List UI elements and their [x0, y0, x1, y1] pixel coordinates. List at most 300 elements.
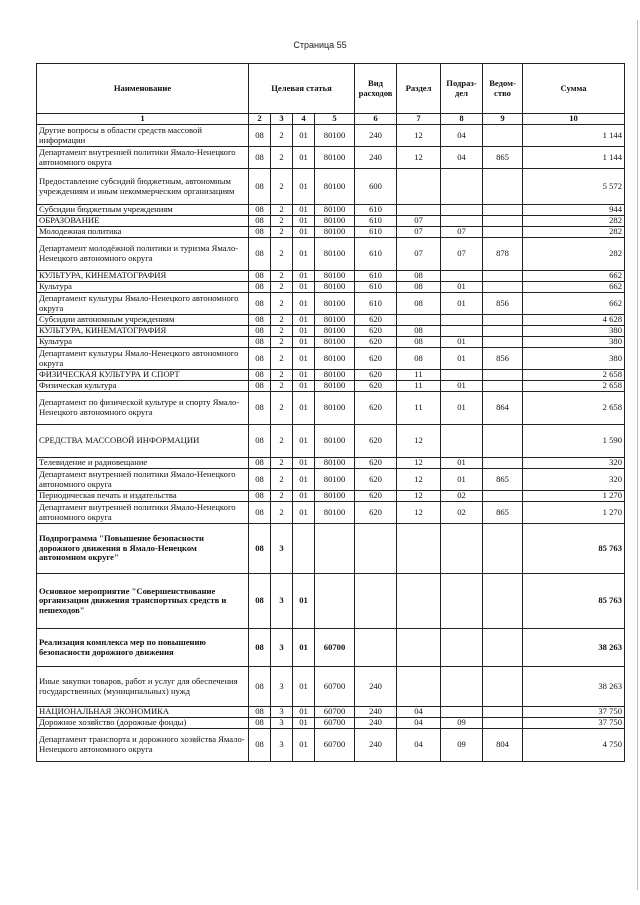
expense-type-cell: 620 [355, 315, 397, 326]
target-code-3: 2 [271, 169, 293, 205]
target-code-4: 01 [293, 337, 315, 348]
target-code-2: 08 [249, 216, 271, 227]
department-code-cell: 864 [483, 392, 523, 425]
target-code-3: 2 [271, 293, 293, 315]
department-code-cell [483, 629, 523, 667]
section-cell [397, 169, 441, 205]
department-code-cell [483, 282, 523, 293]
row-name-cell: НАЦИОНАЛЬНАЯ ЭКОНОМИКА [37, 707, 249, 718]
table-row [37, 370, 625, 381]
target-code-2: 08 [249, 205, 271, 216]
header-subsection: Подраз-дел [441, 64, 483, 114]
table-row [37, 524, 625, 574]
sum-cell: 85 763 [523, 574, 625, 629]
target-code-2: 08 [249, 667, 271, 707]
sum-cell: 282 [523, 238, 625, 271]
subsection-cell: 04 [441, 125, 483, 147]
col-num: 8 [441, 114, 483, 125]
target-code-5: 80100 [315, 271, 355, 282]
target-code-4: 01 [293, 147, 315, 169]
target-code-2: 08 [249, 348, 271, 370]
target-code-4: 01 [293, 293, 315, 315]
expense-type-cell: 620 [355, 337, 397, 348]
target-code-5: 60700 [315, 667, 355, 707]
subsection-cell: 02 [441, 502, 483, 524]
target-code-2: 08 [249, 337, 271, 348]
sum-cell: 282 [523, 227, 625, 238]
expense-type-cell [355, 629, 397, 667]
sum-cell: 282 [523, 216, 625, 227]
target-code-2: 08 [249, 282, 271, 293]
expense-type-cell: 620 [355, 458, 397, 469]
department-code-cell [483, 271, 523, 282]
header-name: Наименование [37, 64, 249, 114]
section-cell: 08 [397, 282, 441, 293]
target-code-5 [315, 524, 355, 574]
row-name-cell: Телевидение и радиовещание [37, 458, 249, 469]
target-code-3: 2 [271, 370, 293, 381]
target-code-2: 08 [249, 574, 271, 629]
target-code-4: 01 [293, 469, 315, 491]
department-code-cell [483, 370, 523, 381]
department-code-cell [483, 337, 523, 348]
department-code-cell: 865 [483, 502, 523, 524]
section-cell: 12 [397, 425, 441, 458]
target-code-3: 2 [271, 337, 293, 348]
table-row [37, 293, 625, 315]
target-code-3: 2 [271, 238, 293, 271]
department-code-cell [483, 458, 523, 469]
target-code-2: 08 [249, 491, 271, 502]
target-code-4: 01 [293, 205, 315, 216]
table-row [37, 425, 625, 458]
row-name-cell: ОБРАЗОВАНИЕ [37, 216, 249, 227]
row-name-cell: Физическая культура [37, 381, 249, 392]
expense-type-cell: 610 [355, 282, 397, 293]
subsection-cell: 09 [441, 729, 483, 762]
expense-type-cell: 240 [355, 125, 397, 147]
table-row [37, 718, 625, 729]
col-num: 3 [271, 114, 293, 125]
department-code-cell: 878 [483, 238, 523, 271]
table-row [37, 169, 625, 205]
table-row [37, 147, 625, 169]
target-code-3: 3 [271, 718, 293, 729]
section-cell: 12 [397, 147, 441, 169]
section-cell [397, 574, 441, 629]
column-number-row [37, 114, 625, 125]
target-code-3: 3 [271, 667, 293, 707]
row-name-cell: Субсидии автономным учреждениям [37, 315, 249, 326]
department-code-cell: 856 [483, 293, 523, 315]
table-row [37, 205, 625, 216]
row-name-cell: Периодическая печать и издательства [37, 491, 249, 502]
subsection-cell: 07 [441, 227, 483, 238]
section-cell: 11 [397, 370, 441, 381]
sum-cell: 662 [523, 271, 625, 282]
target-code-2: 08 [249, 315, 271, 326]
department-code-cell [483, 326, 523, 337]
table-row [37, 238, 625, 271]
target-code-4: 01 [293, 370, 315, 381]
expense-type-cell: 620 [355, 348, 397, 370]
section-cell: 12 [397, 502, 441, 524]
table-row [37, 337, 625, 348]
target-code-5: 60700 [315, 629, 355, 667]
target-code-4: 01 [293, 216, 315, 227]
target-code-3: 2 [271, 392, 293, 425]
table-row [37, 348, 625, 370]
target-code-4: 01 [293, 458, 315, 469]
row-name-cell: Культура [37, 337, 249, 348]
target-code-2: 08 [249, 293, 271, 315]
sum-cell: 662 [523, 293, 625, 315]
subsection-cell [441, 574, 483, 629]
department-code-cell [483, 315, 523, 326]
target-code-4: 01 [293, 227, 315, 238]
target-code-5: 80100 [315, 125, 355, 147]
expense-type-cell [355, 524, 397, 574]
expense-type-cell: 620 [355, 425, 397, 458]
table-row [37, 667, 625, 707]
sum-cell: 4 750 [523, 729, 625, 762]
target-code-4: 01 [293, 238, 315, 271]
target-code-5: 80100 [315, 205, 355, 216]
section-cell: 07 [397, 227, 441, 238]
department-code-cell: 856 [483, 348, 523, 370]
row-name-cell: Иные закупки товаров, работ и услуг для обеспечения государственных (муниципальных) нужд [37, 667, 249, 707]
target-code-3: 3 [271, 524, 293, 574]
target-code-2: 08 [249, 469, 271, 491]
table-row [37, 574, 625, 629]
sum-cell: 37 750 [523, 718, 625, 729]
section-cell: 08 [397, 293, 441, 315]
subsection-cell: 02 [441, 491, 483, 502]
target-code-5: 80100 [315, 216, 355, 227]
target-code-4: 01 [293, 381, 315, 392]
subsection-cell [441, 667, 483, 707]
row-name-cell: Департамент молодёжной политики и туризма Ямало-Ненецкого автономного округа [37, 238, 249, 271]
table-row [37, 216, 625, 227]
target-code-3: 3 [271, 707, 293, 718]
department-code-cell: 865 [483, 147, 523, 169]
subsection-cell [441, 326, 483, 337]
table-row [37, 227, 625, 238]
sum-cell: 2 658 [523, 370, 625, 381]
row-name-cell: Подпрограмма "Повышение безопасности дорожного движения в Ямало-Ненецком автономном округе" [37, 524, 249, 574]
target-code-4: 01 [293, 502, 315, 524]
target-code-5: 80100 [315, 348, 355, 370]
section-cell: 11 [397, 392, 441, 425]
target-code-5: 60700 [315, 707, 355, 718]
target-code-2: 08 [249, 718, 271, 729]
header-section: Раздел [397, 64, 441, 114]
target-code-3: 2 [271, 147, 293, 169]
department-code-cell [483, 667, 523, 707]
table-row [37, 458, 625, 469]
section-cell: 07 [397, 216, 441, 227]
target-code-4: 01 [293, 718, 315, 729]
row-name-cell: Молодежная политика [37, 227, 249, 238]
target-code-3: 2 [271, 458, 293, 469]
row-name-cell: Департамент по физической культуре и спорту Ямало-Ненецкого автономного округа [37, 392, 249, 425]
section-cell: 12 [397, 125, 441, 147]
department-code-cell [483, 491, 523, 502]
target-code-2: 08 [249, 458, 271, 469]
target-code-4: 01 [293, 282, 315, 293]
sum-cell: 380 [523, 337, 625, 348]
row-name-cell: Основное мероприятие "Совершенствование организации движения транспортных средств и пешеходов" [37, 574, 249, 629]
target-code-2: 08 [249, 370, 271, 381]
expense-type-cell: 610 [355, 216, 397, 227]
row-name-cell: Культура [37, 282, 249, 293]
expense-type-cell: 620 [355, 502, 397, 524]
section-cell [397, 524, 441, 574]
target-code-4: 01 [293, 491, 315, 502]
sum-cell: 37 750 [523, 707, 625, 718]
target-code-4 [293, 524, 315, 574]
subsection-cell: 01 [441, 469, 483, 491]
row-name-cell: ФИЗИЧЕСКАЯ КУЛЬТУРА И СПОРТ [37, 370, 249, 381]
target-code-4: 01 [293, 629, 315, 667]
expense-type-cell: 620 [355, 381, 397, 392]
expense-type-cell: 240 [355, 667, 397, 707]
target-code-4: 01 [293, 169, 315, 205]
row-name-cell: КУЛЬТУРА, КИНЕМАТОГРАФИЯ [37, 326, 249, 337]
table-row [37, 502, 625, 524]
row-name-cell: Реализация комплекса мер по повышению безопасности дорожного движения [37, 629, 249, 667]
subsection-cell: 01 [441, 381, 483, 392]
col-num: 9 [483, 114, 523, 125]
row-name-cell: Департамент культуры Ямало-Ненецкого автономного округа [37, 293, 249, 315]
row-name-cell: Департамент внутренней политики Ямало-Ненецкого автономного округа [37, 469, 249, 491]
target-code-4: 01 [293, 729, 315, 762]
target-code-5: 80100 [315, 469, 355, 491]
sum-cell: 1 590 [523, 425, 625, 458]
target-code-3: 3 [271, 629, 293, 667]
target-code-2: 08 [249, 169, 271, 205]
target-code-5: 80100 [315, 293, 355, 315]
target-code-2: 08 [249, 629, 271, 667]
target-code-2: 08 [249, 271, 271, 282]
sum-cell: 1 144 [523, 125, 625, 147]
expense-type-cell: 610 [355, 227, 397, 238]
section-cell: 07 [397, 238, 441, 271]
target-code-2: 08 [249, 502, 271, 524]
sum-cell: 662 [523, 282, 625, 293]
target-code-5: 80100 [315, 392, 355, 425]
section-cell: 12 [397, 458, 441, 469]
section-cell [397, 315, 441, 326]
target-code-4: 01 [293, 425, 315, 458]
col-num: 7 [397, 114, 441, 125]
subsection-cell [441, 271, 483, 282]
table-row [37, 491, 625, 502]
target-code-5: 60700 [315, 718, 355, 729]
sum-cell: 4 628 [523, 315, 625, 326]
subsection-cell [441, 707, 483, 718]
department-code-cell [483, 169, 523, 205]
target-code-5: 80100 [315, 315, 355, 326]
target-code-5: 80100 [315, 337, 355, 348]
page-number-label: Страница 55 [293, 40, 347, 50]
sum-cell: 38 263 [523, 667, 625, 707]
section-cell: 04 [397, 729, 441, 762]
target-code-5: 80100 [315, 227, 355, 238]
expense-type-cell: 610 [355, 205, 397, 216]
target-code-5: 80100 [315, 425, 355, 458]
table-row [37, 326, 625, 337]
target-code-2: 08 [249, 147, 271, 169]
subsection-cell: 01 [441, 348, 483, 370]
expense-type-cell: 240 [355, 729, 397, 762]
header-department: Ведом-ство [483, 64, 523, 114]
expense-type-cell: 240 [355, 147, 397, 169]
section-cell: 12 [397, 469, 441, 491]
subsection-cell: 04 [441, 147, 483, 169]
expense-type-cell: 620 [355, 326, 397, 337]
expense-type-cell: 600 [355, 169, 397, 205]
row-name-cell: Дорожное хозяйство (дорожные фонды) [37, 718, 249, 729]
section-cell [397, 205, 441, 216]
subsection-cell [441, 370, 483, 381]
subsection-cell [441, 524, 483, 574]
expense-type-cell: 610 [355, 238, 397, 271]
target-code-3: 2 [271, 425, 293, 458]
section-cell: 11 [397, 381, 441, 392]
target-code-5 [315, 574, 355, 629]
target-code-5: 80100 [315, 381, 355, 392]
target-code-2: 08 [249, 392, 271, 425]
subsection-cell: 01 [441, 337, 483, 348]
sum-cell: 2 658 [523, 381, 625, 392]
expense-type-cell: 620 [355, 491, 397, 502]
col-num: 5 [315, 114, 355, 125]
department-code-cell: 865 [483, 469, 523, 491]
subsection-cell: 01 [441, 458, 483, 469]
department-code-cell [483, 574, 523, 629]
sum-cell: 320 [523, 469, 625, 491]
subsection-cell: 07 [441, 238, 483, 271]
table-row [37, 315, 625, 326]
sum-cell: 1 144 [523, 147, 625, 169]
target-code-3: 2 [271, 469, 293, 491]
header-sum: Сумма [523, 64, 625, 114]
subsection-cell: 09 [441, 718, 483, 729]
target-code-2: 08 [249, 524, 271, 574]
target-code-2: 08 [249, 707, 271, 718]
target-code-5: 60700 [315, 729, 355, 762]
section-cell: 08 [397, 348, 441, 370]
table-row [37, 282, 625, 293]
subsection-cell [441, 315, 483, 326]
subsection-cell: 01 [441, 282, 483, 293]
department-code-cell [483, 227, 523, 238]
target-code-3: 2 [271, 125, 293, 147]
target-code-3: 3 [271, 574, 293, 629]
department-code-cell [483, 425, 523, 458]
sum-cell: 320 [523, 458, 625, 469]
expense-type-cell [355, 574, 397, 629]
target-code-3: 2 [271, 315, 293, 326]
target-code-3: 2 [271, 491, 293, 502]
target-code-3: 2 [271, 381, 293, 392]
target-code-4: 01 [293, 574, 315, 629]
target-code-3: 2 [271, 205, 293, 216]
subsection-cell [441, 425, 483, 458]
sum-cell: 1 270 [523, 502, 625, 524]
target-code-4: 01 [293, 125, 315, 147]
sum-cell: 944 [523, 205, 625, 216]
target-code-4: 01 [293, 348, 315, 370]
row-name-cell: КУЛЬТУРА, КИНЕМАТОГРАФИЯ [37, 271, 249, 282]
target-code-2: 08 [249, 125, 271, 147]
department-code-cell [483, 718, 523, 729]
row-name-cell: СРЕДСТВА МАССОВОЙ ИНФОРМАЦИИ [37, 425, 249, 458]
expense-type-cell: 610 [355, 293, 397, 315]
section-cell: 04 [397, 718, 441, 729]
section-cell: 08 [397, 337, 441, 348]
target-code-3: 3 [271, 729, 293, 762]
row-name-cell: Департамент культуры Ямало-Ненецкого автономного округа [37, 348, 249, 370]
target-code-4: 01 [293, 271, 315, 282]
table-row [37, 469, 625, 491]
row-name-cell: Департамент транспорта и дорожного хозяйства Ямало-Ненецкого автономного округа [37, 729, 249, 762]
department-code-cell [483, 205, 523, 216]
target-code-2: 08 [249, 425, 271, 458]
target-code-5: 80100 [315, 147, 355, 169]
section-cell: 04 [397, 707, 441, 718]
sum-cell: 5 572 [523, 169, 625, 205]
target-code-4: 01 [293, 667, 315, 707]
sum-cell: 2 658 [523, 392, 625, 425]
target-code-3: 2 [271, 502, 293, 524]
expense-type-cell: 620 [355, 370, 397, 381]
sum-cell: 85 763 [523, 524, 625, 574]
table-row [37, 381, 625, 392]
subsection-cell [441, 629, 483, 667]
target-code-3: 2 [271, 326, 293, 337]
target-code-3: 2 [271, 216, 293, 227]
section-cell: 12 [397, 491, 441, 502]
target-code-5: 80100 [315, 491, 355, 502]
target-code-5: 80100 [315, 458, 355, 469]
target-code-5: 80100 [315, 169, 355, 205]
subsection-cell: 01 [441, 293, 483, 315]
expense-type-cell: 610 [355, 271, 397, 282]
target-code-5: 80100 [315, 502, 355, 524]
expense-type-cell: 620 [355, 392, 397, 425]
target-code-3: 2 [271, 227, 293, 238]
target-code-5: 80100 [315, 238, 355, 271]
subsection-cell [441, 169, 483, 205]
sum-cell: 380 [523, 348, 625, 370]
target-code-4: 01 [293, 707, 315, 718]
department-code-cell [483, 216, 523, 227]
table-row [37, 392, 625, 425]
section-cell: 08 [397, 326, 441, 337]
target-code-5: 80100 [315, 326, 355, 337]
target-code-2: 08 [249, 238, 271, 271]
header-expense-type: Вид расходов [355, 64, 397, 114]
table-row [37, 629, 625, 667]
col-num: 4 [293, 114, 315, 125]
table-row [37, 125, 625, 147]
expense-type-cell: 240 [355, 707, 397, 718]
row-name-cell: Департамент внутренней политики Ямало-Ненецкого автономного округа [37, 147, 249, 169]
sum-cell: 1 270 [523, 491, 625, 502]
department-code-cell [483, 381, 523, 392]
